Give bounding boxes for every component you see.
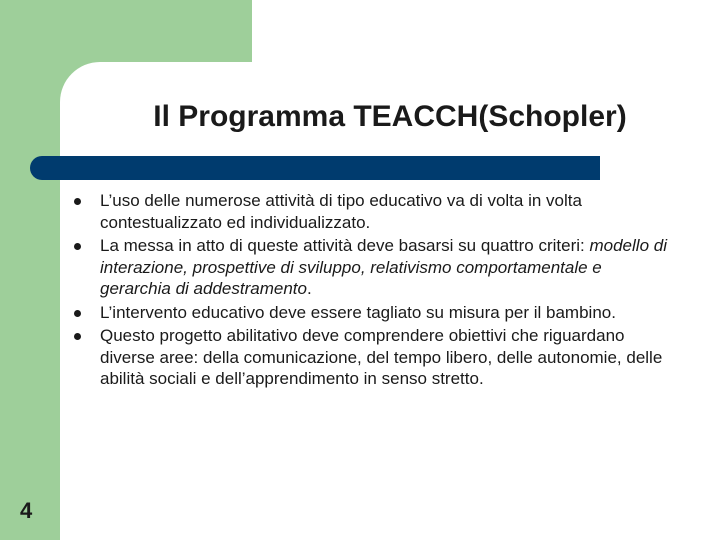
slide-number: 4 xyxy=(20,498,33,523)
bullet-dot-icon xyxy=(74,310,81,317)
decorative-green-sidebar xyxy=(0,0,60,540)
bullet-text-italic: modello di interazione, prospettive di sviluppo, relativismo comportamentale e gerarchia di addestramento xyxy=(100,236,667,298)
bullet-list xyxy=(74,190,674,392)
bullet-item xyxy=(74,190,674,233)
bullet-text-before: La messa in atto di queste attività deve basarsi su quattro criteri: xyxy=(100,236,590,255)
bullet-dot-icon xyxy=(74,243,81,250)
slide-title: Il Programma TEACCH(Schopler) xyxy=(153,100,627,133)
bullet-item xyxy=(74,235,674,300)
bullet-text: L’uso delle numerose attività di tipo educativo va di volta in volta contestualizzato ed individualizzato. xyxy=(100,191,582,232)
title-underline-bar xyxy=(30,156,600,180)
bullet-text: Questo progetto abilitativo deve comprendere obiettivi che riguardano diverse aree: della comunicazione, del tempo libero, delle autonomie, delle abilità sociali e dell’apprendimento in senso stretto. xyxy=(100,326,663,388)
bullet-item xyxy=(74,302,674,324)
bullet-item xyxy=(74,325,674,390)
bullet-dot-icon xyxy=(74,198,81,205)
bullet-text-after: . xyxy=(306,279,312,298)
bullet-text: L’intervento educativo deve essere tagliato su misura per il bambino. xyxy=(100,302,616,322)
bullet-dot-icon xyxy=(74,333,81,340)
